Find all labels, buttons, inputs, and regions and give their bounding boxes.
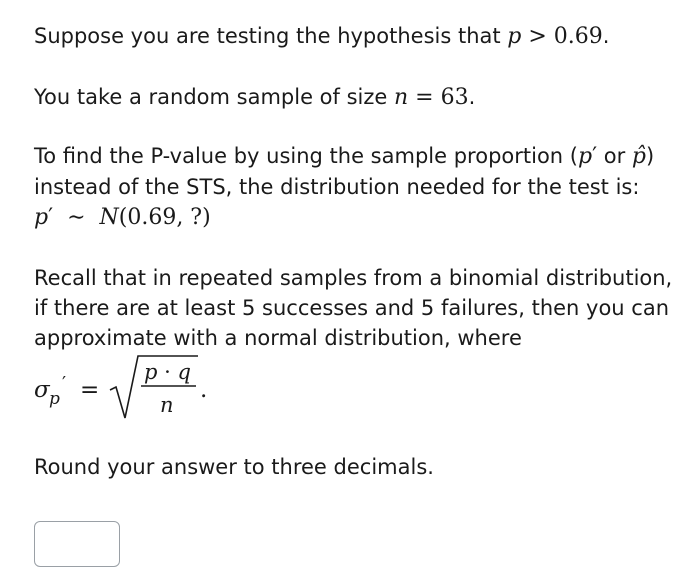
sigma-prime: ′ bbox=[62, 373, 67, 394]
p-prime-math: p′ bbox=[577, 144, 598, 169]
sample-size-math: n = 63 bbox=[393, 85, 469, 110]
sample-size-text: You take a random sample of size bbox=[34, 85, 394, 109]
hypothesis-text: Suppose you are testing the hypothesis that bbox=[34, 24, 508, 48]
sigma-subscript-p: p bbox=[49, 389, 60, 409]
pvalue-text-b: instead of the STS, the distribution needed for the test is: bbox=[34, 175, 640, 199]
formula-numerator: p · q bbox=[144, 360, 191, 384]
recall-paragraph bbox=[34, 263, 672, 353]
recall-text-b: if there are at least 5 successes and 5 failures, then you can bbox=[34, 296, 670, 320]
rounding-text: Round your answer to three decimals. bbox=[34, 455, 434, 479]
close-paren: ) bbox=[646, 144, 655, 168]
formula-period: . bbox=[200, 377, 208, 403]
sample-size-line: You take a random sample of size n = 63. bbox=[34, 85, 476, 110]
formula-denominator: n bbox=[160, 393, 174, 417]
distribution-math: p′ ∼ N(0.69, ?) bbox=[34, 205, 211, 230]
rounding-instruction bbox=[34, 452, 434, 482]
p-hat-math: p̂ bbox=[631, 144, 647, 169]
recall-text-c: approximate with a normal distribution, where bbox=[34, 326, 522, 350]
pvalue-text-a: To find the P-value by using the sample proportion ( bbox=[34, 144, 578, 168]
answer-input-box[interactable] bbox=[34, 521, 120, 567]
sigma-symbol: σ bbox=[34, 377, 50, 403]
or-text: or bbox=[597, 144, 632, 168]
sigma-formula bbox=[34, 352, 434, 422]
hypothesis-line: Suppose you are testing the hypothesis that p > 0.69. bbox=[34, 24, 610, 49]
hypothesis-math: p > 0.69 bbox=[507, 24, 603, 49]
equals-sign: = bbox=[80, 377, 100, 403]
pvalue-paragraph bbox=[34, 141, 654, 233]
recall-text-a: Recall that in repeated samples from a binomial distribution, bbox=[34, 266, 673, 290]
